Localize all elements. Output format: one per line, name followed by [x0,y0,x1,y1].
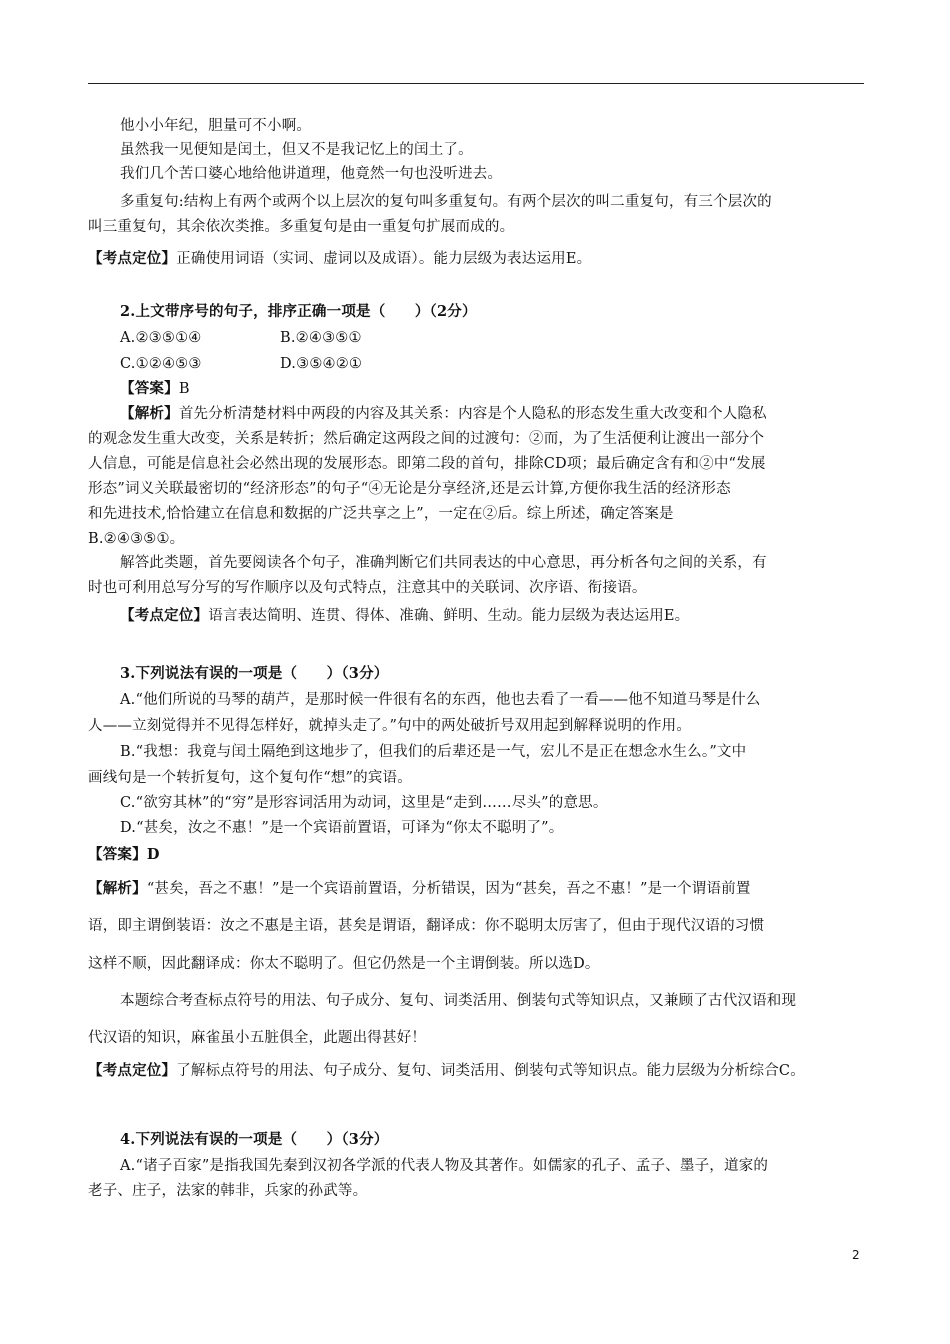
q3-option-line: B.“我想：我竟与闰土隔绝到这地步了，但我们的后辈还是一气，宏儿不是正在想念水生么。”文中 [120,744,747,760]
q2-answer [120,379,190,399]
q3-option-line: A.“他们所说的马琴的葫芦，是那时候一件很有名的东西，他也去看了一看——他不知道马琴是什么 [120,692,761,708]
q3-option-line: C.“欲穷其林”的“穷”是形容词活用为动词，这里是“走到……尽头”的意思。 [120,795,608,811]
definition-line: 叫三重复句，其余依次类推。多重复句是由一重复句扩展而成的。 [88,219,515,235]
q3-answer [88,845,160,865]
kaodian-tag: 【考点定位】 [120,607,209,624]
q3-note-line: 代汉语的知识，麻雀虽小五脏俱全，此题出得甚好！ [88,1030,427,1046]
question-3-title: 3.下列说法有误的一项是（ ）（3分） [120,665,389,682]
question-4-title: 4.下列说法有误的一项是（ ）（3分） [120,1131,389,1148]
kaodian-line [88,249,591,269]
q4-option-line: A.“诸子百家”是指我国先秦到汉初各学派的代表人物及其著作。如儒家的孔子、孟子、墨子，道家的 [120,1158,769,1174]
analysis-tag: 【解析】 [120,405,179,422]
analysis-tag: 【解析】 [88,880,147,897]
q3-note-line: 本题综合考查标点符号的用法、句子成分、复句、词类活用、倒装句式等知识点，又兼顾了古代汉语和现 [120,993,797,1009]
q2-option-b: B.②④③⑤① [280,330,362,346]
answer-tag: 【答案】 [120,380,179,397]
q2-analysis-line: B.②④③⑤①。 [88,531,185,547]
q2-analysis-line: 和先进技术,恰恰建立在信息和数据的广泛共享之上”，一定在②后。综上所述，确定答案是 [88,506,674,522]
q2-option-d: D.③⑤④②① [280,356,363,372]
example-sentence: 虽然我一见便知是闰土，但又不是我记忆上的闰土了。 [120,142,473,158]
q3-analysis-line: 这样不顺，因此翻译成：你太不聪明了。但它仍然是一个主谓倒装。所以选D。 [88,956,600,972]
question-2-title: 2.上文带序号的句子，排序正确一项是（ ）（2分） [120,303,477,320]
q2-analysis-line: 【解析】首先分析清楚材料中两段的内容及其关系：内容是个人隐私的形态发生重大改变和个人隐私 [120,405,767,422]
example-sentence: 我们几个苦口婆心地给他讲道理，他竟然一句也没听进去。 [120,166,503,182]
q2-note-line: 解答此类题，首先要阅读各个句子，准确判断它们共同表达的中心意思，再分析各句之间的关系，有 [120,555,767,571]
q2-analysis-line: 形态”词义关联最密切的“经济形态”的句子“④无论是分享经济,还是云计算,方便你我生活的经济形态 [88,481,731,497]
q3-option-line: D.“甚矣，汝之不惠！”是一个宾语前置语，可译为“你太不聪明了”。 [120,820,564,836]
header-rule [88,83,864,84]
kaodian-text: 正确使用词语（实词、虚词以及成语）。能力层级为表达运用E。 [176,251,592,267]
q3-analysis-line: 【解析】“甚矣，吾之不惠！”是一个宾语前置语，分析错误，因为“甚矣，吾之不惠！”是一个谓语前置 [88,880,751,897]
kaodian-tag: 【考点定位】 [88,250,177,267]
answer-tag: 【答案】 [88,846,147,863]
q2-option-a: A.②③⑤①④ [120,330,202,346]
q3-kaodian: 【考点定位】了解标点符号的用法、句子成分、复句、词类活用、倒装句式等知识点。能力层级为分析综合C。 [88,1062,805,1079]
answer-value: B [178,381,190,397]
q2-note-line: 时也可利用总写分写的写作顺序以及句式特点，注意其中的关联词、次序语、衔接语。 [88,580,647,596]
definition-line: 多重复句:结构上有两个或两个以上层次的复句叫多重复句。有两个层次的叫二重复句，有三个层次的 [120,194,772,210]
q2-analysis-line: 人信息，可能是信息社会必然出现的发展形态。即第二段的首句，排除CD项；最后确定含有和②中“发展 [88,456,766,472]
q3-option-line: 人——立刻觉得并不见得怎样好，就掉头走了。”句中的两处破折号双用起到解释说明的作用。 [88,718,692,734]
q2-option-c: C.①②④⑤③ [120,356,202,372]
example-sentence: 他小小年纪，胆量可不小啊。 [120,118,312,134]
q2-analysis-line: 的观念发生重大改变，关系是转折；然后确定这两段之间的过渡句：②而，为了生活便利让渡出一部分个 [88,431,765,447]
page-number: 2 [852,1248,860,1262]
q2-kaodian: 【考点定位】语言表达简明、连贯、得体、准确、鲜明、生动。能力层级为表达运用E。 [120,607,690,624]
q3-option-line: 画线句是一个转折复句，这个复句作“想”的宾语。 [88,770,412,786]
answer-value: D [146,846,160,863]
q4-option-line: 老子、庄子，法家的韩非，兵家的孙武等。 [88,1183,368,1199]
q3-analysis-line: 语，即主谓倒装语：汝之不惠是主语，甚矣是谓语，翻译成：你不聪明太厉害了，但由于现代汉语的习惯 [88,918,765,934]
kaodian-tag: 【考点定位】 [88,1062,177,1079]
